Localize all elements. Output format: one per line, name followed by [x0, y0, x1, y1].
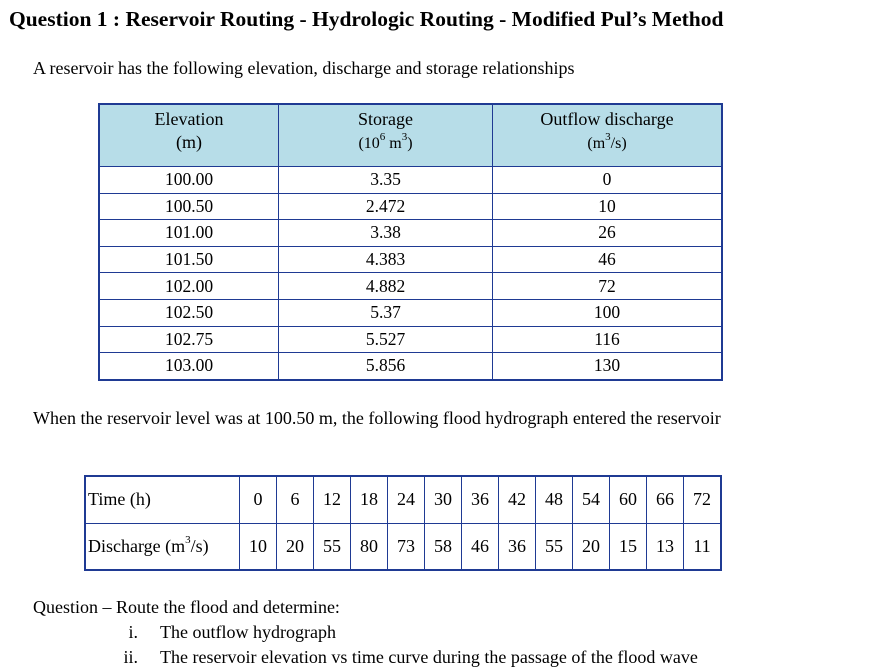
storage-cell: 5.527 — [279, 326, 493, 353]
storage-cell: 3.35 — [279, 167, 493, 194]
discharge-cell: 11 — [684, 523, 722, 570]
elevation-cell: 101.50 — [99, 246, 279, 273]
discharge-cell: 58 — [425, 523, 462, 570]
time-cell: 54 — [573, 476, 610, 523]
discharge-cell: 20 — [277, 523, 314, 570]
question-text: Question – Route the flood and determine: — [33, 597, 340, 617]
time-cell: 24 — [388, 476, 425, 523]
hydrograph-table — [84, 475, 722, 571]
discharge-row — [85, 523, 721, 570]
time-row — [85, 476, 721, 523]
outflow-cell: 130 — [493, 353, 723, 380]
discharge-cell: 73 — [388, 523, 425, 570]
elevation-cell: 100.00 — [99, 167, 279, 194]
time-cell: 6 — [277, 476, 314, 523]
task-text: The reservoir elevation vs time curve during the passage of the flood wave — [160, 647, 698, 667]
table-row — [99, 273, 722, 300]
table-row — [99, 299, 722, 326]
header-outflow-unit: $(m^3/s)$ — [587, 130, 627, 152]
time-cell: 0 — [240, 476, 277, 523]
header-elevation-label: Elevation — [154, 109, 224, 129]
time-cell: 30 — [425, 476, 462, 523]
elevation-cell: 102.50 — [99, 299, 279, 326]
header-elevation-unit: (m) — [176, 132, 202, 152]
discharge-cell: 55 — [536, 523, 573, 570]
table-row — [99, 167, 722, 194]
elevation-cell: 101.00 — [99, 220, 279, 247]
elevation-cell: 100.50 — [99, 193, 279, 220]
storage-cell: 3.38 — [279, 220, 493, 247]
outflow-cell: 0 — [493, 167, 723, 194]
header-outflow — [493, 104, 723, 167]
task-number: ii. — [123, 647, 138, 667]
time-cell: 66 — [647, 476, 684, 523]
header-storage-label: Storage — [358, 109, 413, 129]
relationship-table-body — [99, 167, 722, 380]
table-row — [99, 353, 722, 380]
storage-cell: 4.383 — [279, 246, 493, 273]
storage-cell: 5.37 — [279, 299, 493, 326]
elevation-cell: 102.00 — [99, 273, 279, 300]
intro-text: A reservoir has the following elevation, discharge and storage relationships — [33, 58, 575, 78]
task-text: The outflow hydrograph — [160, 622, 336, 642]
task-number: i. — [128, 622, 138, 642]
table-row — [99, 246, 722, 273]
relationship-table — [98, 103, 723, 381]
header-outflow-label: Outflow discharge — [540, 109, 674, 129]
header-elevation — [99, 104, 279, 167]
table-row — [99, 326, 722, 353]
discharge-cell: 10 — [240, 523, 277, 570]
elevation-cell: 103.00 — [99, 353, 279, 380]
discharge-cell: 20 — [573, 523, 610, 570]
time-cell: 48 — [536, 476, 573, 523]
storage-cell: 5.856 — [279, 353, 493, 380]
relationship-header-row — [99, 104, 722, 167]
outflow-cell: 100 — [493, 299, 723, 326]
header-storage-unit: ($10^6$ $m^3$) — [358, 130, 413, 152]
time-cell: 42 — [499, 476, 536, 523]
storage-cell: 4.882 — [279, 273, 493, 300]
flood-paragraph: When the reservoir level was at 100.50 m, the following flood hydrograph entered the reservoir — [33, 408, 721, 428]
outflow-cell: 26 — [493, 220, 723, 247]
outflow-cell: 72 — [493, 273, 723, 300]
discharge-label: Discharge $(m^3/s)$ — [85, 523, 240, 570]
time-cell: 36 — [462, 476, 499, 523]
page-title: Question 1 : Reservoir Routing - Hydrologic Routing - Modified Pul’s Method — [9, 7, 724, 31]
elevation-cell: 102.75 — [99, 326, 279, 353]
outflow-cell: 116 — [493, 326, 723, 353]
time-cell: 60 — [610, 476, 647, 523]
outflow-cell: 10 — [493, 193, 723, 220]
discharge-cell: 15 — [610, 523, 647, 570]
outflow-cell: 46 — [493, 246, 723, 273]
time-cell: 18 — [351, 476, 388, 523]
discharge-cell: 80 — [351, 523, 388, 570]
time-cell: 72 — [684, 476, 722, 523]
header-storage — [279, 104, 493, 167]
discharge-cell: 46 — [462, 523, 499, 570]
discharge-cell: 13 — [647, 523, 684, 570]
discharge-cell: 36 — [499, 523, 536, 570]
time-cell: 12 — [314, 476, 351, 523]
table-row — [99, 193, 722, 220]
discharge-cell: 55 — [314, 523, 351, 570]
time-label: Time (h) — [85, 476, 240, 523]
table-row — [99, 220, 722, 247]
storage-cell: 2.472 — [279, 193, 493, 220]
